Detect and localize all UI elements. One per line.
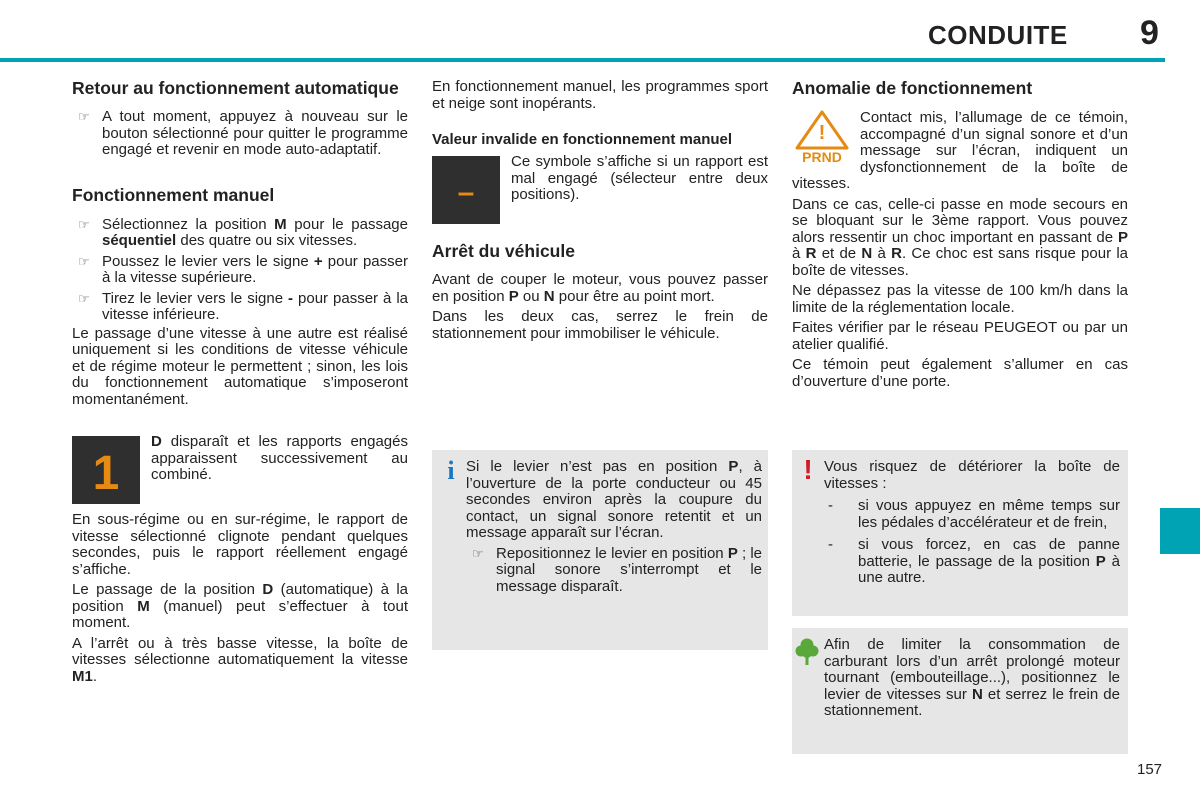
warning-item-battery: - si vous forcez, en cas de panne batterie, le passage de la position P à une autre. <box>828 536 1120 586</box>
bullet-pull-lever: ☞ Tirez le levier vers le signe - pour passer à la vitesse inférieure. <box>78 289 408 323</box>
info-box-content <box>466 459 762 595</box>
warning-box-content <box>824 459 1120 587</box>
heading-retour-auto: Retour au fonctionnement automatique <box>72 78 399 98</box>
chapter-title: CONDUITE <box>928 20 1068 50</box>
anomaly-intro-block <box>792 110 1128 193</box>
anomaly-text-5: Ce témoin peut également s’allumer en cas d’ouverture d’une porte. <box>792 356 1128 390</box>
column-1 <box>72 79 408 685</box>
gear-display-block <box>72 434 408 506</box>
bullet-position-m: ☞ Sélectionnez la position M pour le passage séquentiel des quatre ou six vitesses. <box>78 215 408 249</box>
invalid-value-text: Ce symbole s’affiche si un rapport est mal engagé (sélecteur entre deux positions). <box>511 153 768 203</box>
anomaly-text-2: Dans ce cas, celle-ci passe en mode secours en se bloquant sur le 3ème rapport. Vous pouvez alors ressentir un choc important en passant de P à R et de N à R. Ce choc est sans risque pour la boîte de vitesses. <box>792 195 1128 279</box>
exclamation-icon: ! <box>803 454 813 485</box>
paragraph-gear-change: Le passage d’une vitesse à une autre est réalisé uniquement si les conditions de vitesse véhicule et de régime moteur le permettent ; sinon, les lois du fonctionnement automatique s’imposeront momentanément. <box>72 324 408 408</box>
paragraph-arret-2: Dans les deux cas, serrez le frein de stationnement pour immobiliser le véhicule. <box>432 308 768 342</box>
heading-arret-vehicule: Arrêt du véhicule <box>432 241 575 261</box>
heading-anomalie: Anomalie de fonctionnement <box>792 78 1033 98</box>
hand-pointer-icon: ☞ <box>472 545 484 561</box>
warning-box <box>792 450 1128 616</box>
invalid-gear-dash-icon: – <box>432 156 500 224</box>
chapter-number: 9 <box>1140 14 1159 52</box>
eco-box <box>792 628 1128 754</box>
eco-box-content <box>824 637 1120 720</box>
info-bullet-reposition: ☞ Repositionnez le levier en position P ; le signal sonore s’interrompt et le message disparaît. <box>472 544 763 595</box>
paragraph-regime: En sous-régime ou en sur-régime, le rapport de vitesse sélectionné clignote pendant quelques secondes, puis le rapport réellement engagé s’affiche. <box>72 511 408 578</box>
gear-one-icon: 1 <box>72 436 140 504</box>
paragraph-low-speed: A l’arrêt ou à très basse vitesse, la boîte de vitesses sélectionne automatiquement la vitesse M1. <box>72 634 408 685</box>
heading-fonctionnement-manuel: Fonctionnement manuel <box>72 184 275 205</box>
paragraph-manual-intro: En fonctionnement manuel, les programmes sport et neige sont inopérants. <box>432 78 768 112</box>
page-number: 157 <box>1137 761 1163 778</box>
tree-eco-icon <box>795 637 819 667</box>
anomaly-text-4: Faites vérifier par le réseau PEUGEOT ou par un atelier qualifié. <box>792 319 1128 353</box>
paragraph-arret-1: Avant de couper le moteur, vous pouvez passer en position P ou N pour être au point mort. <box>432 271 768 305</box>
warning-intro: Vous risquez de détériorer la boîte de vitesses : <box>824 458 1120 492</box>
warning-item-pedals: - si vous appuyez en même temps sur les pédales d’accélérateur et de frein, <box>828 497 1120 531</box>
paragraph-d-to-m: Le passage de la position D (automatique) à la position M (manuel) peut s’effectuer à tout moment. <box>72 581 409 631</box>
bullet-retour: ☞ A tout moment, appuyez à nouveau sur le bouton sélectionné pour quitter le programme engagé et revenir en mode auto-adaptatif. <box>78 108 408 158</box>
bullet-push-lever: ☞ Poussez le levier vers le signe + pour passer à la vitesse supérieure. <box>78 252 408 286</box>
hand-pointer-icon: ☞ <box>78 216 90 232</box>
invalid-value-block <box>432 154 768 226</box>
gearbox-warning-icon: ! PRND <box>792 110 852 168</box>
eco-text: Afin de limiter la consommation de carburant lors d’un arrêt prolongé moteur tournant (embouteillage...), positionnez le levier de vitesses sur N et serrez le frein de stationnement. <box>824 636 1120 719</box>
header-rule <box>0 58 1165 62</box>
info-text: Si le levier n’est pas en position P, à l’ouverture de la porte conducteur ou 45 secondes environ après la coupure du contact, un signal sonore retentit et un message apparaît sur l’écran. <box>466 458 762 541</box>
hand-pointer-icon: ☞ <box>78 253 90 269</box>
info-icon: i <box>447 456 455 485</box>
heading-valeur-invalide: Valeur invalide en fonctionnement manuel <box>432 131 733 148</box>
anomaly-text-1: Contact mis, l’allumage de ce témoin, accompagné d’un signal sonore et d’un message sur l’écran, indiquent un dysfonctionnement de la boîte de vitesses. <box>792 109 1128 192</box>
gear-display-text: D disparaît et les rapports engagés apparaissent successivement au combiné. <box>151 433 408 483</box>
hand-pointer-icon: ☞ <box>78 290 90 306</box>
column-2 <box>432 79 768 342</box>
column-3 <box>792 79 1128 390</box>
chapter-side-tab <box>1160 508 1200 554</box>
anomaly-text-3: Ne dépassez pas la vitesse de 100 km/h dans la limite de la réglementation locale. <box>792 282 1128 316</box>
hand-pointer-icon: ☞ <box>78 109 90 124</box>
info-box <box>432 450 768 650</box>
